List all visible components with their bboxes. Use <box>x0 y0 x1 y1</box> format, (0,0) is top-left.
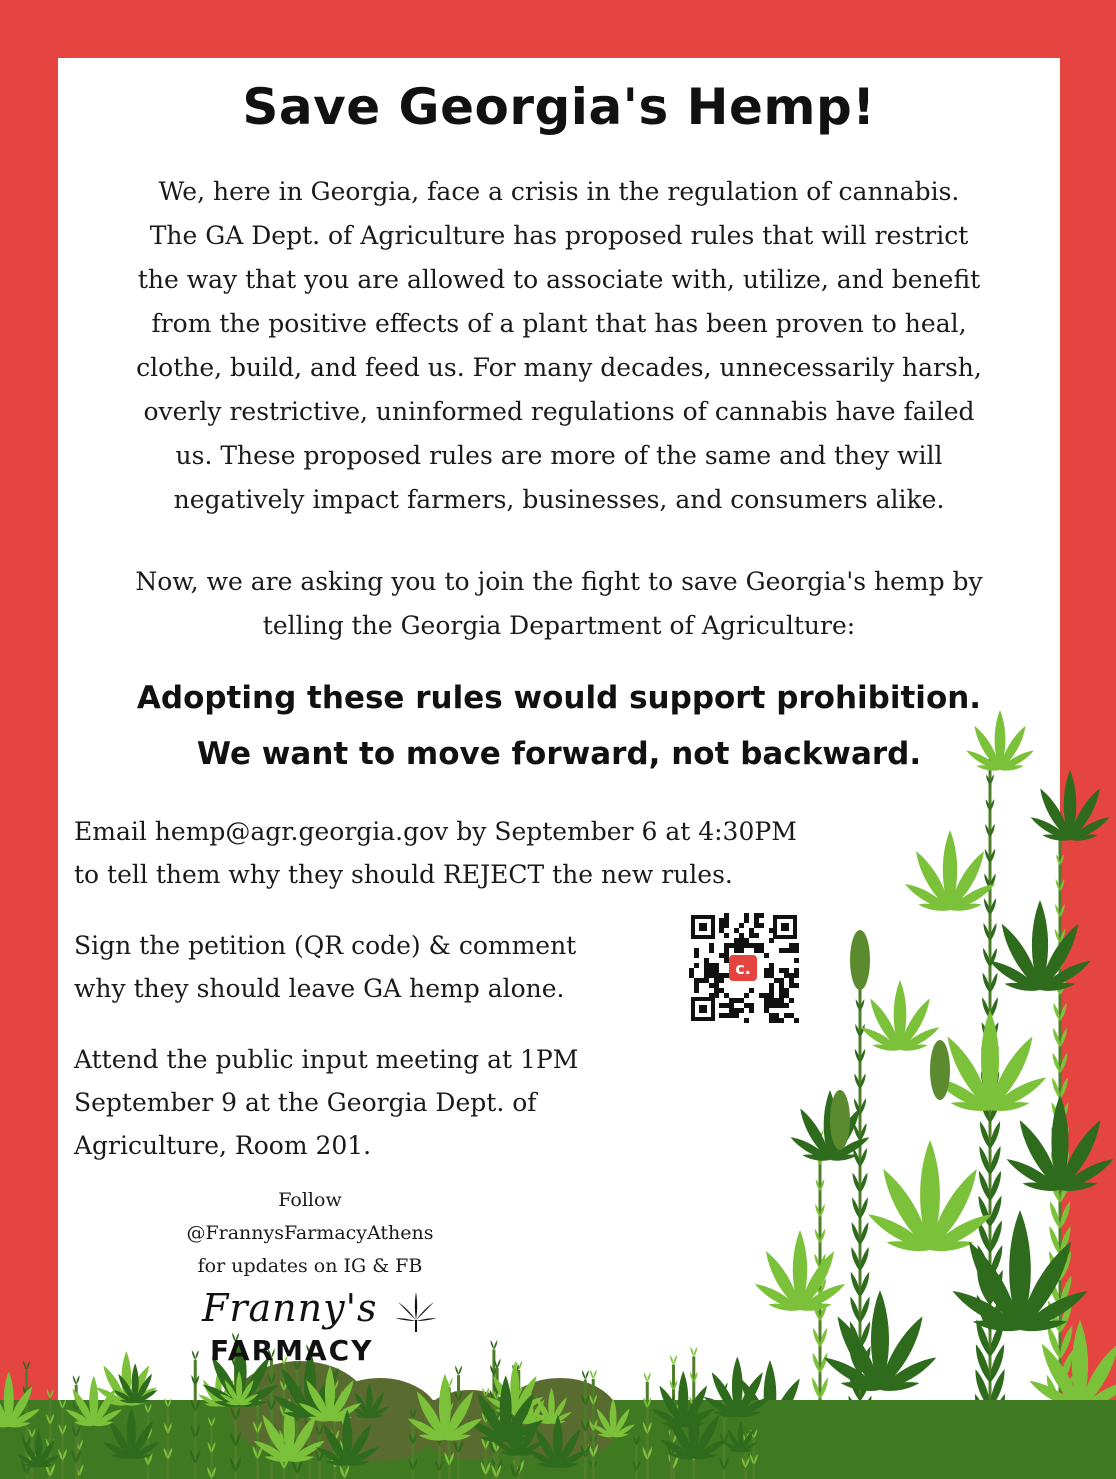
action-line: September 9 at the Georgia Dept. of <box>74 1088 537 1117</box>
hemp-field-illustration <box>0 1290 1116 1479</box>
follow-note <box>160 1184 460 1283</box>
brand-logo <box>196 1286 446 1372</box>
intro-line: from the positive effects of a plant that has been proven to heal, <box>151 309 967 338</box>
action-meeting <box>74 1038 578 1167</box>
intro-line: negatively impact farmers, businesses, and consumers alike. <box>173 485 945 514</box>
intro-line: overly restrictive, uninformed regulations of cannabis have failed <box>143 397 975 426</box>
qr-badge-label: c. <box>735 959 751 978</box>
follow-line: Follow <box>278 1189 342 1211</box>
follow-line: for updates on IG & FB <box>197 1255 423 1277</box>
action-line: Agriculture, Room 201. <box>74 1131 372 1160</box>
action-petition <box>74 924 576 1010</box>
call-line: Now, we are asking you to join the fight to save Georgia's hemp by <box>135 567 983 596</box>
action-line: Attend the public input meeting at 1PM <box>74 1045 579 1074</box>
action-email <box>74 810 797 896</box>
intro-line: clothe, build, and feed us. For many decades, unnecessarily harsh, <box>136 353 982 382</box>
intro-paragraph <box>70 170 1048 522</box>
action-line: Email hemp@agr.georgia.gov by September 6 at 4:30PM <box>74 817 797 846</box>
action-line: Sign the petition (QR code) & comment <box>74 931 577 960</box>
page-title: Save Georgia's Hemp! <box>242 78 876 136</box>
action-line: to tell them why they should REJECT the new rules. <box>74 860 733 889</box>
follow-handle: @FrannysFarmacyAthens <box>186 1222 434 1244</box>
slogan-line: We want to move forward, not backward. <box>196 736 922 772</box>
logo-wordmark: FARMACY <box>210 1334 374 1367</box>
call-line: telling the Georgia Department of Agriculture: <box>262 611 856 640</box>
call-to-action-paragraph <box>70 560 1048 648</box>
intro-line: the way that you are allowed to associate with, utilize, and benefit <box>137 265 981 294</box>
action-line: why they should leave GA hemp alone. <box>74 974 565 1003</box>
cannabis-leaf-icon <box>392 1290 440 1334</box>
logo-script: Franny's <box>202 1286 378 1330</box>
intro-line: We, here in Georgia, face a crisis in the regulation of cannabis. <box>158 177 960 206</box>
slogan-line: Adopting these rules would support prohibition. <box>136 680 982 716</box>
intro-line: The GA Dept. of Agriculture has proposed rules that will restrict <box>149 221 969 250</box>
intro-line: us. These proposed rules are more of the same and they will <box>175 441 943 470</box>
